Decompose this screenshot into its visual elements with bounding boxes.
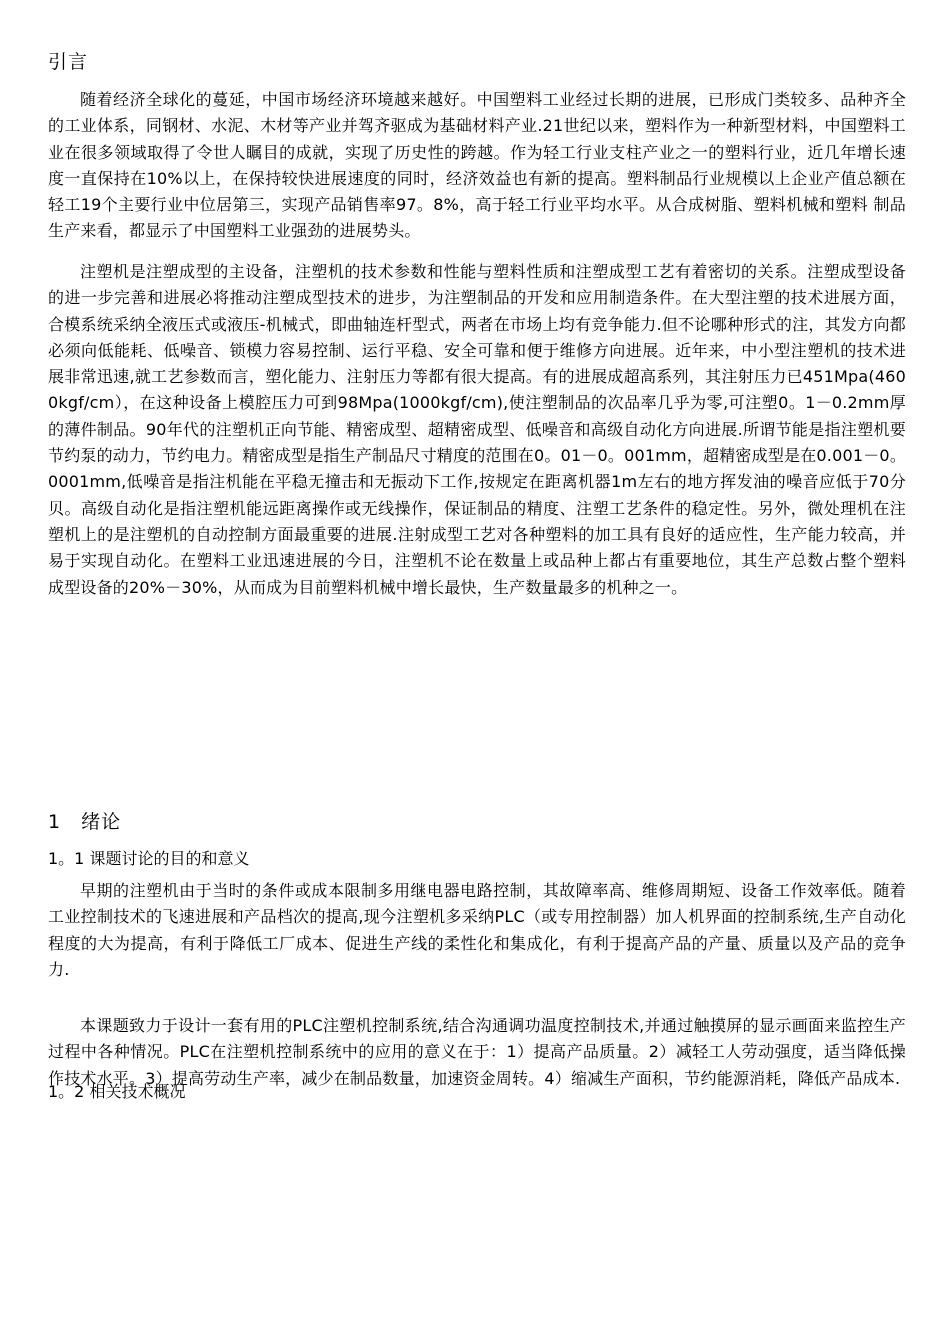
intro-paragraph-2: 注塑机是注塑成型的主设备，注塑机的技术参数和性能与塑料性质和注塑成型工艺有着密切的关系。注塑成型设备的进一步完善和进展必将推动注塑成型技术的进步，为注塑制品的开发和应用制造条件。在大型注塑的技术进展方面，合模系统采纳全液压式或液压-机械式，即曲轴连杆型式，两者在市场上均有竞争能力.但不论哪种形式的注，其发方向都必须向低能耗、低噪音、锁模力容易控制、运行平稳、安全可靠和便于维修方向进展。近年来，中小型注塑机的技术进展非常迅速,就工艺参数而言，塑化能力、注射压力等都有很大提高。有的进展成超高系列，其注射压力已451Mpa(4600kgf/cm），在这种设备上模腔压力可到98Mpa(1000kgf/cm),使注塑制品的次品率几乎为零,可注塑0。1－0.2mm厚的薄件制品。90年代的注塑机正向节能、精密成型、超精密成型、低噪音和高级自动化方向进展.所谓节能是指注塑机要节约泵的动力，节约电力。精密成型是指生产制品尺寸精度的范围在0。01－0。001mm，超精密成型是在0.001－0。0001mm,低噪音是指注机能在平稳无撞击和无振动下工作,按规定在距离机器1m左右的地方挥发油的噪音应低于70分贝。高级自动化是指注塑机能远距离操作或无线操作，保证制品的精度、注塑工艺条件的稳定性。另外，微处理机在注塑机上的是注塑机的自动控制方面最重要的进展.注射成型工艺对各种塑料的加工具有良好的适应性，生产能力较高，并易于实现自动化。在塑料工业迅速进展的今日，注塑机不论在数量上或品种上都占有重要地位，其生产总数占整个塑料成型设备的20%－30%，从而成为目前塑料机械中增长最快，生产数量最多的机种之一。 bbox=[48, 262, 907, 597]
chapter-1-heading: 1 绪论 bbox=[48, 811, 122, 833]
section-1-1-paragraph-2: 本课题致力于设计一套有用的PLC注塑机控制系统,结合沟通调功温度控制技术,并通过触摸屏的显示画面来监控生产过程中各种情况。PLC在注塑机控制系统中的应用的意义在于：1）提高产品质量。2）减轻工人劳动强度，适当降低操作技术水平。3）提高劳动生产率，减少在制品数量，加速资金周转。4）缩减生产面积，节约能源消耗，降低产品成本. bbox=[48, 1016, 906, 1088]
intro-paragraph-1: 随着经济全球化的蔓延，中国市场经济环境越来越好。中国塑料工业经过长期的进展，已形成门类较多、品种齐全的工业体系，同钢材、水泥、木材等产业并驾齐驱成为基础材料产业.21世纪以来，塑料作为一种新型材料，中国塑料工业在很多领域取得了令世人瞩目的成就，实现了历史性的跨越。作为轻工行业支柱产业之一的塑料行业，近几年增长速度一直保持在10%以上，在保持较快进展速度的同时，经济效益也有新的提高。塑料制品行业规模以上企业产值总额在轻工19个主要行业中位居第三，实现产品销售率97。8%，高于轻工行业平均水平。从合成树脂、塑料机械和塑料 制品生产来看，都显示了中国塑料工业强劲的进展势头。 bbox=[48, 90, 906, 241]
section-1-2-heading: 1。2 相关技术概况 bbox=[48, 1082, 186, 1101]
section-1-1-heading: 1。1 课题讨论的目的和意义 bbox=[48, 849, 250, 868]
section-1-1-paragraph-1: 早期的注塑机由于当时的条件或成本限制多用继电器电路控制，其故障率高、维修周期短、设备工作效率低。随着工业控制技术的飞速进展和产品档次的提高,现今注塑机多采纳PLC（或专用控制器）加人机界面的控制系统,生产自动化程度的大为提高，有利于降低工厂成本、促进生产线的柔性化和集成化，有利于提高产品的产量、质量以及产品的竞争力. bbox=[48, 881, 906, 979]
intro-heading: 引言 bbox=[48, 51, 89, 73]
